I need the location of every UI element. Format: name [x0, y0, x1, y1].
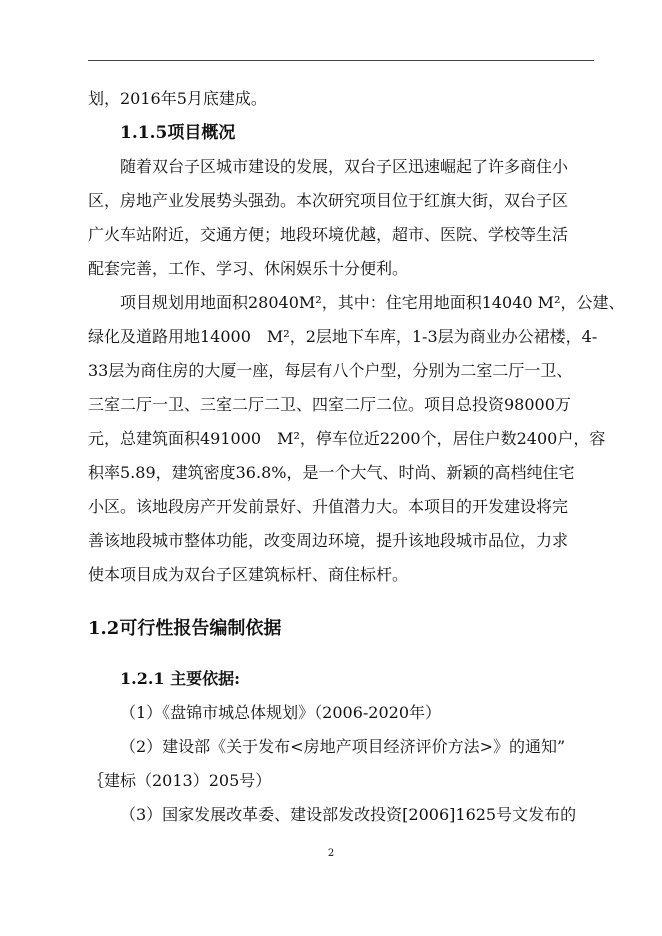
text-line: 划，2016年5月底建成。	[88, 89, 267, 108]
basis-item: （2）建设部《关于发布<房地产项目经济评价方法>》的通知”	[120, 737, 566, 756]
paragraph-line: 广火车站附近，交通方便；地段环境优越，超市、医院、学校等生活	[88, 225, 569, 244]
paragraph-line: 善该地段城市整体功能，改变周边环境，提升该地段城市品位，力求	[88, 531, 569, 550]
section-heading-1-2-1: 1.2.1 主要依据:	[120, 669, 241, 688]
section-heading-1-1-5: 1.1.5项目概况	[120, 123, 236, 143]
paragraph-line: 三室二厅一卫、三室二厅二卫、四室二厅二位。项目总投资98000万	[88, 395, 571, 414]
paragraph-line: 积率5.89，建筑密度36.8%，是一个大气、时尚、新颖的高档纯住宅	[88, 463, 575, 482]
paragraph-line: 使本项目成为双台子区建筑标杆、商住标杆。	[88, 565, 409, 584]
section-heading-1-2: 1.2可行性报告编制依据	[88, 618, 282, 639]
paragraph-line: 项目规划用地面积28040M²，其中：住宅用地面积14040 M²，公建、	[120, 293, 625, 312]
paragraph-line: 区，房地产业发展势头强劲。本次研究项目位于红旗大街，双台子区	[88, 191, 569, 210]
paragraph-line: 小区。该地段房产开发前景好、升值潜力大。本项目的开发建设将完	[88, 497, 569, 516]
paragraph-line: 配套完善，工作、学习、休闲娱乐十分便利。	[88, 259, 409, 278]
paragraph-line: 随着双台子区城市建设的发展，双台子区迅速崛起了许多商住小	[120, 157, 569, 176]
paragraph-line: 绿化及道路用地14000 M²，2层地下车库，1-3层为商业办公裙楼，4-	[88, 327, 598, 346]
paragraph-line: 元，总建筑面积491000 M²，停车位近2200个，居住户数2400户，容	[88, 429, 606, 448]
paragraph-line: 33层为商住房的大厦一座，每层有八个户型，分别为二室二厅一卫、	[88, 361, 573, 380]
basis-item: （1）《盘锦市城总体规划》（2006-2020年）	[120, 703, 442, 722]
basis-item: （3）国家发展改革委、建设部发改投资[2006]1625号文发布的	[120, 805, 577, 824]
basis-item: ｛建标（2013）205号）	[88, 771, 272, 790]
header-rule	[88, 60, 594, 61]
page-number: 2	[327, 848, 335, 859]
